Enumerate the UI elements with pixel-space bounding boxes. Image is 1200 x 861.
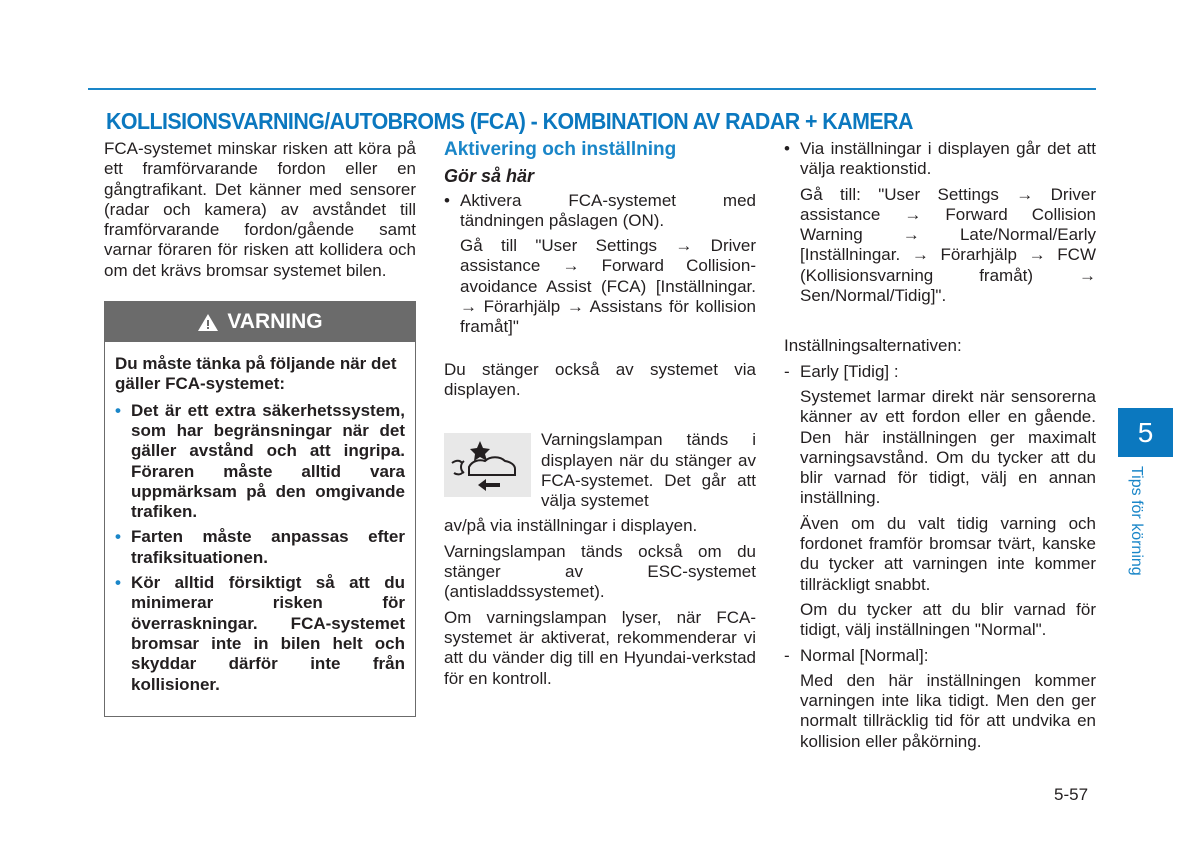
- lamp-text-3: Om varningslampan lyser, när FCA-systemet är aktiverat, rekommenderar vi att du vänder dig till en Hyundai-verkstad för en kontroll.: [444, 607, 756, 688]
- early-text-2: Även om du valt tidig varning och fordonet framför bromsar tvärt, kanske du tycker att varningen inte kommer tillräckligt snabbt.: [800, 513, 1096, 594]
- lamp-block: [444, 430, 756, 516]
- option-normal: - Normal [Normal]:: [784, 645, 929, 665]
- warning-box: [104, 301, 416, 717]
- option-early: - Early [Tidig] :: [784, 361, 899, 381]
- lamp-text-2: Varningslampan tänds också om du stänger av ESC-systemet (antisladdssystemet).: [444, 541, 756, 602]
- normal-text: Med den här inställningen kommer varningen inte lika tidigt. Men den ger normalt tillräcklig tid för att undvika en kollision eller påkörning.: [800, 670, 1096, 751]
- options-label: Inställningsalternativen:: [784, 336, 962, 356]
- lamp-text-1: Varningslampan tänds i displayen när du stänger av FCA-systemet. Det går att välja systemet: [541, 430, 756, 511]
- lamp-text-1b: av/på via inställningar i displayen.: [444, 516, 698, 536]
- section-heading: Aktivering och inställning: [444, 139, 677, 160]
- settings-path: Gå till "User Settings → Driver assistance → Forward Collision-avoidance Assist (FCA) [Inställningar. → Förarhjälp → Assistans för kollision framåt]": [460, 236, 756, 337]
- chapter-title: Tips för körning: [1128, 466, 1145, 576]
- warning-item: • Farten måste anpassas efter trafiksituationen.: [115, 527, 405, 567]
- early-text-1: Systemet larmar direkt när sensorerna känner av ett fordon eller en gående. Den här inställningen ger maximalt varningsavstånd. Om du tycker att du blir varnad för tidigt, välj en annan inställning.: [800, 386, 1096, 508]
- warning-header: [105, 302, 415, 342]
- fca-off-warning-lamp-icon: [444, 433, 531, 497]
- header-rule: [88, 88, 1096, 90]
- chapter-tab[interactable]: 5: [1118, 408, 1173, 457]
- instruction-bullet: • Aktivera FCA-systemet med tändningen påslagen (ON).: [444, 190, 756, 230]
- warning-item: • Kör alltid försiktigt så att du minimerar risken för överraskningar. FCA-systemet bromsar inte in bilen helt och skyddar därför inte från kollisioner.: [115, 573, 405, 694]
- warning-triangle-icon: [197, 313, 219, 332]
- subheading: Gör så här: [444, 166, 535, 187]
- page-title: KOLLISIONSVARNING/AUTOBROMS (FCA) - KOMBINATION AV RADAR + KAMERA: [106, 108, 913, 134]
- column-3: [784, 139, 1096, 757]
- instruction-bullet: • Via inställningar i displayen går det att välja reaktionstid.: [784, 139, 1096, 179]
- column-1: [104, 139, 416, 717]
- early-text-3: Om du tycker att du blir varnad för tidigt, välj inställningen "Normal".: [800, 599, 1096, 640]
- warning-item: • Det är ett extra säkerhetssystem, som har begränsningar när det gäller avstånd och att ingripa. Föraren måste alltid vara uppmärksam på den omgivande trafiken.: [115, 400, 405, 522]
- intro-text: FCA-systemet minskar risken att köra på ett framförvarande fordon eller en gångtrafikant. Det känner med sensorer (radar och kamera) av avståndet till framförvarande fordon/gående samt varnar föraren för risken att kollidera och om det krävs bromsar systemet bilen.: [104, 139, 416, 280]
- settings-path: Gå till: "User Settings → Driver assistance → Forward Collision Warning → Late/Normal/Early [Inställningar. → Förarhjälp → FCW (Kollisionsvarning framåt) → Sen/Normal/Tidig]".: [800, 184, 1096, 306]
- warning-label: VARNING: [227, 309, 323, 333]
- page-number: 5-57: [1054, 785, 1089, 804]
- warning-lead: Du måste tänka på följande när det gäller FCA-systemet:: [115, 354, 397, 394]
- column-2: [444, 139, 756, 694]
- off-text: Du stänger också av systemet via displayen.: [444, 359, 756, 399]
- warning-body: [105, 342, 415, 716]
